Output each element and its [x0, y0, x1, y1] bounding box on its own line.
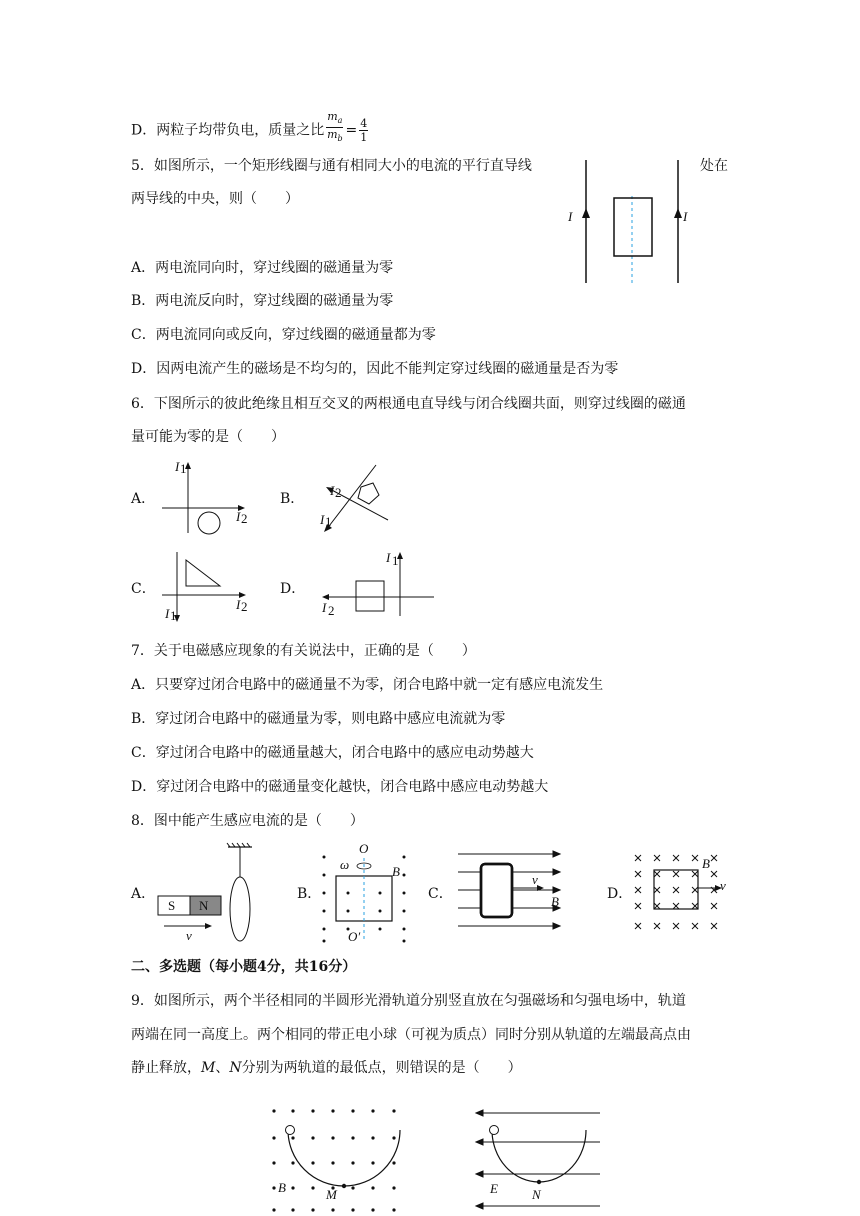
- svg-text:B: B: [278, 1180, 286, 1195]
- q5-option-b: B．两电流反向时，穿过线圈的磁通量为零: [131, 293, 394, 309]
- svg-text:I: I: [322, 600, 327, 615]
- svg-text:1: 1: [325, 514, 332, 529]
- right-current-label: I: [683, 209, 688, 224]
- q5-figure: [556, 150, 696, 290]
- q7-option-c: C．穿过闭合电路中的磁通量越大，闭合电路中的感应电动势越大: [131, 745, 534, 761]
- q8-label-a: A．: [131, 886, 156, 902]
- q9-figure-electric: [474, 1102, 604, 1216]
- q6-figure-b: [316, 460, 396, 535]
- q4-option-d-text: D．两粒子均带负电，质量之比: [131, 122, 325, 139]
- q7-option-d: D．穿过闭合电路中的磁通量变化越快，闭合电路中感应电动势越大: [131, 779, 549, 795]
- hanging-ring-coil: [230, 877, 250, 941]
- q8-label-d: D．: [607, 886, 633, 902]
- svg-text:O′: O′: [348, 929, 361, 944]
- ball-left: [286, 1126, 295, 1135]
- triangle-coil: [186, 560, 220, 586]
- q6-label-d: D．: [280, 581, 306, 597]
- q5-option-d: D．因两电流产生的磁场是不均匀的，因此不能判定穿过线圈的磁通量是否为零: [131, 361, 619, 377]
- q8-figure-c: [456, 848, 566, 940]
- q6-stem-line1: 6．下图所示的彼此绝缘且相互交叉的两根通电直导线与闭合线圈共面，则穿过线圈的磁通: [131, 396, 686, 412]
- svg-text:S: S: [168, 898, 176, 913]
- svg-text:v: v: [186, 928, 192, 943]
- pentagon-coil: [358, 483, 379, 504]
- q5-stem-line1-end: 处在: [700, 158, 728, 174]
- svg-text:M: M: [326, 1187, 337, 1202]
- svg-text:I: I: [330, 483, 335, 498]
- svg-text:2: 2: [241, 599, 248, 614]
- svg-text:2: 2: [241, 511, 248, 526]
- q7-option-b: B．穿过闭合电路中的磁通量为零，则电路中感应电流就为零: [131, 711, 506, 727]
- svg-text:ω: ω: [340, 857, 350, 872]
- q9-stem-line3: 静止释放，M、N分别为两轨道的最低点，则错误的是（ ）: [131, 1060, 522, 1076]
- q6-label-a: A．: [131, 491, 156, 507]
- semicircular-track-left: [288, 1130, 400, 1186]
- svg-text:1: 1: [170, 608, 177, 623]
- q6-label-c: C．: [131, 581, 156, 597]
- q9-stem-line2: 两端在同一高度上。两个相同的带正电小球（可视为质点）同时分别从轨道的左端最高点由: [131, 1027, 691, 1043]
- q8-stem: 8．图中能产生感应电流的是（ ）: [131, 813, 364, 829]
- q5-stem-line1: 5．如图所示，一个矩形线圈与通有相同大小的电流的平行直导线: [131, 158, 532, 174]
- q6-figure-d: [318, 550, 438, 618]
- svg-text:1: 1: [180, 461, 187, 476]
- section-heading-multiple-choice: 二、多选题（每小题4分，共16分）: [131, 959, 357, 975]
- q6-figure-c: [158, 548, 250, 628]
- svg-text:2: 2: [335, 485, 342, 500]
- q8-label-c: C．: [428, 886, 453, 902]
- q8-label-b: B．: [297, 886, 322, 902]
- svg-text:N: N: [532, 1187, 541, 1202]
- svg-text:I: I: [165, 606, 170, 621]
- q9-figure-magnetic: [268, 1102, 408, 1216]
- q6-stem-line2: 量可能为零的是（ ）: [131, 429, 285, 445]
- svg-text:1: 1: [392, 553, 399, 568]
- q7-stem: 7．关于电磁感应现象的有关说法中，正确的是（ ）: [131, 643, 476, 659]
- svg-text:B: B: [702, 856, 710, 871]
- svg-text:B: B: [551, 894, 559, 909]
- mass-ratio-fraction: $\frac{m_a}{m_b}$: [327, 110, 343, 144]
- ratio-value-fraction: $\frac{4}{1}$: [360, 117, 368, 145]
- svg-text:O: O: [359, 841, 369, 856]
- q4-option-d: [131, 110, 370, 145]
- q5-stem-line2: 两导线的中央，则（ ）: [131, 191, 299, 207]
- q8-figure-a: [156, 842, 256, 944]
- ball-right: [490, 1126, 499, 1135]
- q8-figure-d: [630, 848, 730, 938]
- q9-stem-line1: 9．如图所示，两个半径相同的半圆形光滑轨道分别竖直放在匀强磁场和匀强电场中，轨道: [131, 993, 686, 1009]
- svg-text:B: B: [392, 864, 400, 879]
- svg-text:I: I: [236, 597, 241, 612]
- svg-text:I: I: [175, 459, 180, 474]
- svg-text:v: v: [720, 878, 726, 893]
- svg-text:I: I: [386, 550, 391, 565]
- equals-sign: =: [345, 122, 358, 139]
- q8-figure-b: [318, 842, 412, 944]
- left-current-label: I: [568, 209, 573, 224]
- q5-option-c: C．两电流同向或反向，穿过线圈的磁通量都为零: [131, 327, 436, 343]
- svg-text:v: v: [532, 872, 538, 887]
- svg-text:I: I: [236, 509, 241, 524]
- svg-text:I: I: [320, 512, 325, 527]
- translating-coil: [481, 864, 512, 917]
- q6-label-b: B．: [280, 491, 305, 507]
- square-coil: [356, 581, 384, 611]
- svg-text:2: 2: [328, 603, 335, 618]
- q5-option-a: A．两电流同向时，穿过线圈的磁通量为零: [131, 260, 394, 276]
- svg-text:E: E: [490, 1181, 498, 1196]
- circular-coil: [198, 512, 220, 534]
- q6-figure-a: [158, 458, 248, 538]
- q7-option-a: A．只要穿过闭合电路中的磁通量不为零，闭合电路中就一定有感应电流发生: [131, 677, 604, 693]
- svg-text:N: N: [199, 898, 209, 913]
